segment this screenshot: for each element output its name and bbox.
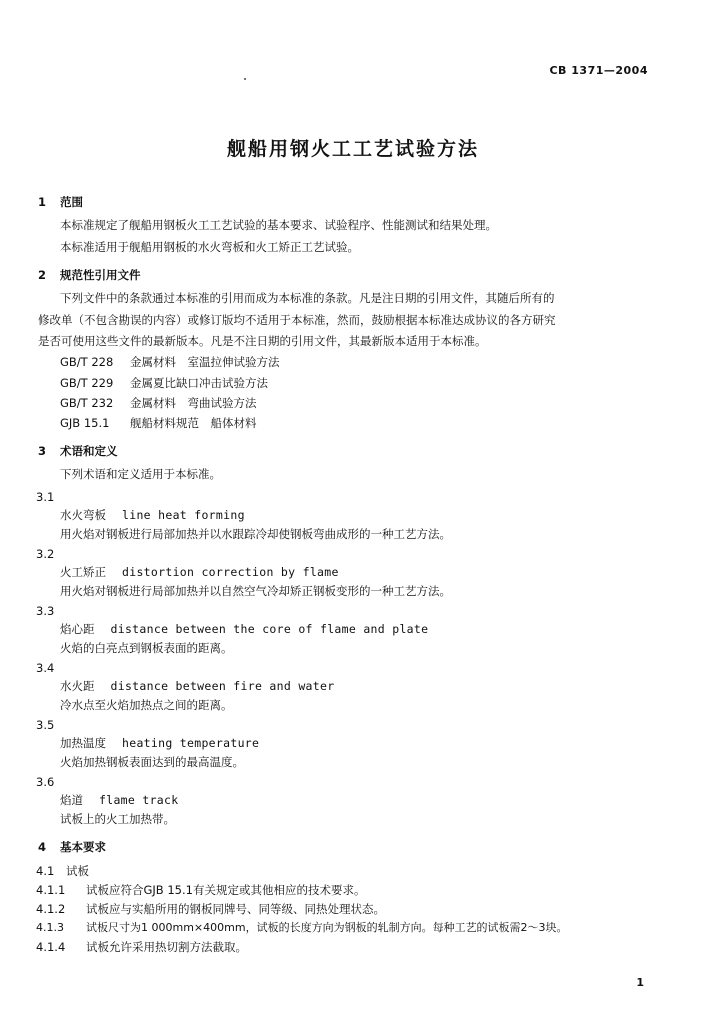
term-definition: 试板上的火工加热带。 [60,812,175,826]
term-number: 3.6 [36,775,55,789]
term-number: 3.2 [36,547,55,561]
clause-item: 4.1.1 试板应符合GJB 15.1有关规定或其他相应的技术要求。 [36,883,366,897]
normative-reference: GB/T 232 金属材料 弯曲试验方法 [60,396,257,410]
term-english: distance between fire and water [110,679,335,693]
standard-number: CB 1371—2004 [549,64,648,77]
normative-reference: GB/T 228 金属材料 室温拉伸试验方法 [60,355,280,369]
term-english: heating temperature [122,736,260,750]
section-2-paragraph-line-2: 修改单（不包含勘误的内容）或修订版均不适用于本标准，然而，鼓励根据本标准达成协议的各方研究 [38,313,556,327]
term-definition: 用火焰对钢板进行局部加热并以自然空气冷却矫正钢板变形的一种工艺方法。 [60,584,451,598]
term-chinese: 火工矫正 [60,565,106,579]
section-4-heading: 4 基本要求 [38,840,106,854]
term-chinese: 加热温度 [60,736,106,750]
term-heading [60,679,334,693]
term-chinese: 水火弯板 [60,508,106,522]
term-english: line heat forming [122,508,245,522]
section-2-paragraph-line-1: 下列文件中的条款通过本标准的引用而成为本标准的条款。凡是注日期的引用文件，其随后所有的 [60,291,555,305]
section-1-paragraph-1: 本标准规定了舰船用钢板火工工艺试验的基本要求、试验程序、性能测试和结果处理。 [60,218,497,232]
term-heading [60,565,339,579]
term-english: distance between the core of flame and plate [110,622,429,636]
section-1-heading: 1 范围 [38,195,83,209]
term-heading [60,622,428,636]
term-number: 3.4 [36,661,55,675]
term-number: 3.1 [36,490,55,504]
section-3-heading: 3 术语和定义 [38,444,118,458]
term-definition: 火焰加热钢板表面达到的最高温度。 [60,755,244,769]
term-definition: 用火焰对钢板进行局部加热并以水跟踪冷却使钢板弯曲成形的一种工艺方法。 [60,527,451,541]
page-number: 1 [636,976,644,989]
section-2-heading: 2 规范性引用文件 [38,268,141,282]
term-definition: 火焰的白亮点到钢板表面的距离。 [60,641,233,655]
clause-item: 4.1.2 试板应与实船所用的钢板同牌号、同等级、同热处理状态。 [36,902,385,916]
normative-reference: GB/T 229 金属夏比缺口冲击试验方法 [60,376,268,390]
clause-4-1: 4.1 试板 [36,864,89,878]
term-number: 3.3 [36,604,55,618]
section-2-paragraph-line-3: 是否可使用这些文件的最新版本。凡是不注日期的引用文件，其最新版本适用于本标准。 [38,334,487,348]
clause-item: 4.1.4 试板允许采用热切割方法截取。 [36,940,247,954]
term-number: 3.5 [36,718,55,732]
term-chinese: 水火距 [60,679,95,693]
term-heading [60,508,245,522]
term-chinese: 焰心距 [60,622,95,636]
section-1-paragraph-2: 本标准适用于舰船用钢板的水火弯板和火工矫正工艺试验。 [60,240,359,254]
normative-reference: GJB 15.1 舰船材料规范 船体材料 [60,416,257,430]
clause-item: 4.1.3 试板尺寸为1 000mm×400mm，试板的长度方向为钢板的轧制方向。每种工艺的试板需2～3块。 [36,921,568,934]
section-3-intro: 下列术语和定义适用于本标准。 [60,467,221,481]
term-chinese: 焰道 [60,793,83,807]
scan-speck [244,78,246,80]
term-english: distortion correction by flame [122,565,339,579]
term-heading [60,793,178,807]
term-definition: 冷水点至火焰加热点之间的距离。 [60,698,233,712]
term-english: flame track [99,793,179,807]
term-heading [60,736,259,750]
document-title: 舰船用钢火工工艺试验方法 [226,138,479,160]
